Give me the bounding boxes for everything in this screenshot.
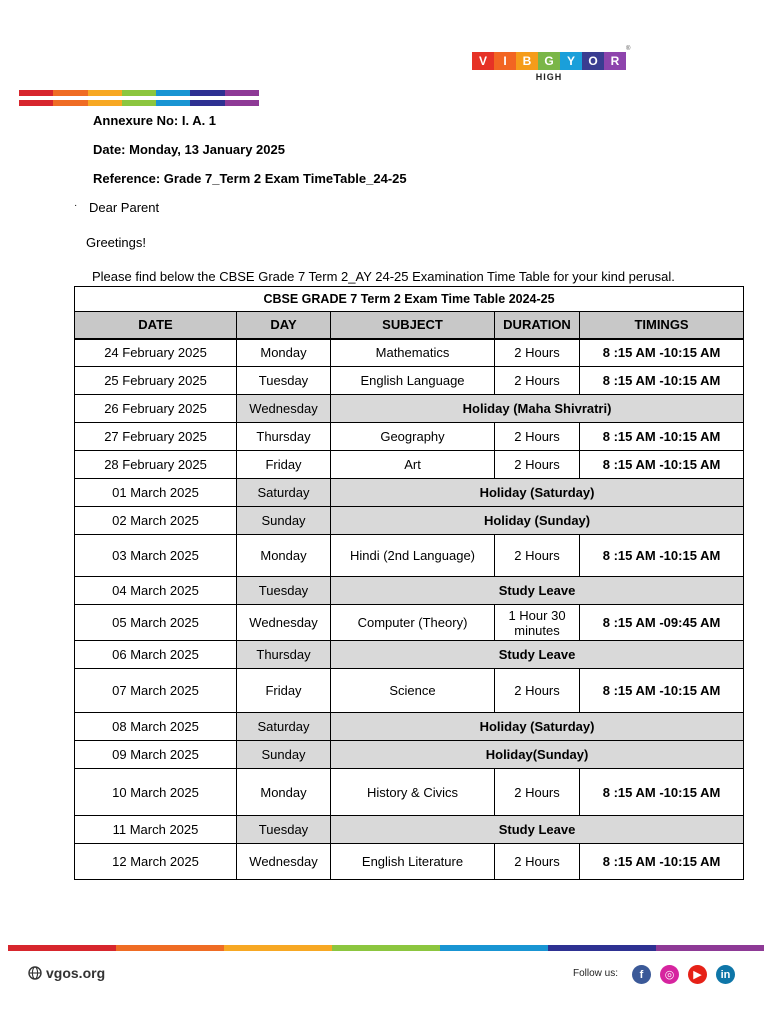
cell-date: 12 March 2025: [75, 844, 237, 880]
stripe-segment: [53, 90, 87, 96]
website-text: vgos.org: [46, 965, 106, 981]
cell-day: Tuesday: [237, 577, 331, 605]
cell-duration: 2 Hours: [495, 423, 580, 451]
cell-subject: English Literature: [331, 844, 495, 880]
stripe-segment: [225, 90, 259, 96]
stripe-segment: [190, 100, 224, 106]
timetable-header-row: [75, 312, 744, 339]
timetable-row: [75, 641, 744, 669]
stripe-segment: [440, 945, 548, 951]
stripe-segment: [656, 945, 764, 951]
cell-day: Monday: [237, 339, 331, 367]
cell-duration: 2 Hours: [495, 535, 580, 577]
logo-letter: O: [582, 52, 604, 70]
stripe-segment: [156, 90, 190, 96]
vibgyor-logo: [472, 46, 631, 82]
cell-timing: 8 :15 AM -10:15 AM: [580, 367, 744, 395]
cell-day: Monday: [237, 769, 331, 816]
cell-day: Tuesday: [237, 367, 331, 395]
cell-duration: 2 Hours: [495, 769, 580, 816]
cell-holiday: Study Leave: [331, 577, 744, 605]
timetable-row: [75, 669, 744, 713]
stripe-segment: [225, 100, 259, 106]
timetable-title: CBSE GRADE 7 Term 2 Exam Time Table 2024-25: [75, 287, 744, 312]
cell-subject: Mathematics: [331, 339, 495, 367]
timetable-row: [75, 423, 744, 451]
cell-timing: 8 :15 AM -10:15 AM: [580, 844, 744, 880]
cell-date: 25 February 2025: [75, 367, 237, 395]
cell-day: Sunday: [237, 507, 331, 535]
stripe-segment: [88, 100, 122, 106]
cell-duration: 2 Hours: [495, 339, 580, 367]
cell-duration: 2 Hours: [495, 367, 580, 395]
logo-subtitle: HIGH: [535, 72, 563, 82]
logo-letters: [472, 52, 630, 70]
cell-date: 24 February 2025: [75, 339, 237, 367]
linkedin-icon[interactable]: in: [716, 965, 735, 984]
timetable-row: [75, 507, 744, 535]
timetable-row: [75, 479, 744, 507]
logo-letter: I: [494, 52, 516, 70]
intro-paragraph: Please find below the CBSE Grade 7 Term 2_AY 24-25 Examination Time Table for your kind perusal.: [92, 269, 675, 284]
cell-date: 10 March 2025: [75, 769, 237, 816]
timetable-row: [75, 741, 744, 769]
cell-date: 01 March 2025: [75, 479, 237, 507]
timetable-row: [75, 844, 744, 880]
cell-date: 06 March 2025: [75, 641, 237, 669]
header-date: DATE: [75, 312, 237, 339]
cell-date: 11 March 2025: [75, 816, 237, 844]
header-subject: SUBJECT: [331, 312, 495, 339]
cell-holiday: Study Leave: [331, 641, 744, 669]
timetable-row: [75, 339, 744, 367]
cell-timing: 8 :15 AM -10:15 AM: [580, 535, 744, 577]
cell-date: 05 March 2025: [75, 605, 237, 641]
cell-day: Saturday: [237, 479, 331, 507]
stripe-segment: [224, 945, 332, 951]
cell-duration: 2 Hours: [495, 669, 580, 713]
cell-subject: Geography: [331, 423, 495, 451]
cell-subject: Science: [331, 669, 495, 713]
logo-letter: V: [472, 52, 494, 70]
cell-duration: 2 Hours: [495, 451, 580, 479]
header-day: DAY: [237, 312, 331, 339]
timetable-row: [75, 577, 744, 605]
stripe-segment: [190, 90, 224, 96]
cell-date: 26 February 2025: [75, 395, 237, 423]
timetable-row: [75, 367, 744, 395]
greeting: Greetings!: [86, 235, 146, 250]
cell-day: Tuesday: [237, 816, 331, 844]
cell-duration: 2 Hours: [495, 844, 580, 880]
cell-subject: Art: [331, 451, 495, 479]
cell-holiday: Holiday (Maha Shivratri): [331, 395, 744, 423]
timetable-row: [75, 816, 744, 844]
stripe-segment: [19, 100, 53, 106]
stripe-segment: [156, 100, 190, 106]
letter-reference: Reference: Grade 7_Term 2 Exam TimeTable_24-25: [93, 171, 407, 186]
cell-date: 04 March 2025: [75, 577, 237, 605]
cell-date: 07 March 2025: [75, 669, 237, 713]
footer-website[interactable]: [28, 965, 105, 981]
stripe-segment: [19, 90, 53, 96]
cell-holiday: Holiday (Saturday): [331, 479, 744, 507]
facebook-icon[interactable]: f: [632, 965, 651, 984]
cell-date: 03 March 2025: [75, 535, 237, 577]
cell-day: Friday: [237, 451, 331, 479]
cell-day: Wednesday: [237, 605, 331, 641]
cell-duration: 1 Hour 30 minutes: [495, 605, 580, 641]
logo-letter: Y: [560, 52, 582, 70]
timetable-row: [75, 535, 744, 577]
cell-timing: 8 :15 AM -10:15 AM: [580, 451, 744, 479]
globe-icon: [28, 966, 42, 980]
stripe-segment: [332, 945, 440, 951]
cell-subject: Hindi (2nd Language): [331, 535, 495, 577]
follow-us-label: Follow us:: [573, 968, 619, 979]
header-duration: DURATION: [495, 312, 580, 339]
letter-date: Date: Monday, 13 January 2025: [93, 142, 285, 157]
cell-subject: English Language: [331, 367, 495, 395]
youtube-icon[interactable]: ▶: [688, 965, 707, 984]
header-timings: TIMINGS: [580, 312, 744, 339]
bullet-dot: ·: [74, 200, 78, 211]
timetable-row: [75, 605, 744, 641]
stripe-segment: [122, 100, 156, 106]
salutation: Dear Parent: [89, 200, 160, 215]
cell-holiday: Holiday (Saturday): [331, 713, 744, 741]
cell-day: Friday: [237, 669, 331, 713]
cell-day: Sunday: [237, 741, 331, 769]
cell-timing: 8 :15 AM -10:15 AM: [580, 769, 744, 816]
exam-timetable: [74, 286, 744, 880]
cell-day: Wednesday: [237, 844, 331, 880]
timetable-row: [75, 395, 744, 423]
stripe-segment: [122, 90, 156, 96]
stripe-segment: [548, 945, 656, 951]
stripe-segment: [8, 945, 116, 951]
instagram-icon[interactable]: ◎: [660, 965, 679, 984]
bottom-color-stripe: [8, 945, 764, 951]
cell-date: 27 February 2025: [75, 423, 237, 451]
top-color-stripe: [19, 90, 259, 106]
cell-day: Monday: [237, 535, 331, 577]
stripe-row: [19, 100, 259, 106]
cell-timing: 8 :15 AM -10:15 AM: [580, 669, 744, 713]
cell-date: 09 March 2025: [75, 741, 237, 769]
stripe-segment: [53, 100, 87, 106]
cell-day: Thursday: [237, 641, 331, 669]
stripe-segment: [88, 90, 122, 96]
cell-date: 28 February 2025: [75, 451, 237, 479]
cell-timing: 8 :15 AM -10:15 AM: [580, 423, 744, 451]
stripe-row: [19, 90, 259, 96]
cell-date: 08 March 2025: [75, 713, 237, 741]
stripe-segment: [116, 945, 224, 951]
cell-subject: History & Civics: [331, 769, 495, 816]
cell-day: Saturday: [237, 713, 331, 741]
timetable-row: [75, 769, 744, 816]
cell-holiday: Holiday (Sunday): [331, 507, 744, 535]
cell-holiday: Holiday(Sunday): [331, 741, 744, 769]
annexure-number: Annexure No: I. A. 1: [93, 113, 217, 128]
logo-letter: B: [516, 52, 538, 70]
logo-letter: R: [604, 52, 626, 70]
cell-day: Thursday: [237, 423, 331, 451]
cell-holiday: Study Leave: [331, 816, 744, 844]
logo-letter: G: [538, 52, 560, 70]
timetable-row: [75, 713, 744, 741]
registered-mark: ®: [626, 46, 631, 52]
cell-day: Wednesday: [237, 395, 331, 423]
cell-timing: 8 :15 AM -10:15 AM: [580, 339, 744, 367]
cell-timing: 8 :15 AM -09:45 AM: [580, 605, 744, 641]
timetable-row: [75, 451, 744, 479]
cell-date: 02 March 2025: [75, 507, 237, 535]
cell-subject: Computer (Theory): [331, 605, 495, 641]
